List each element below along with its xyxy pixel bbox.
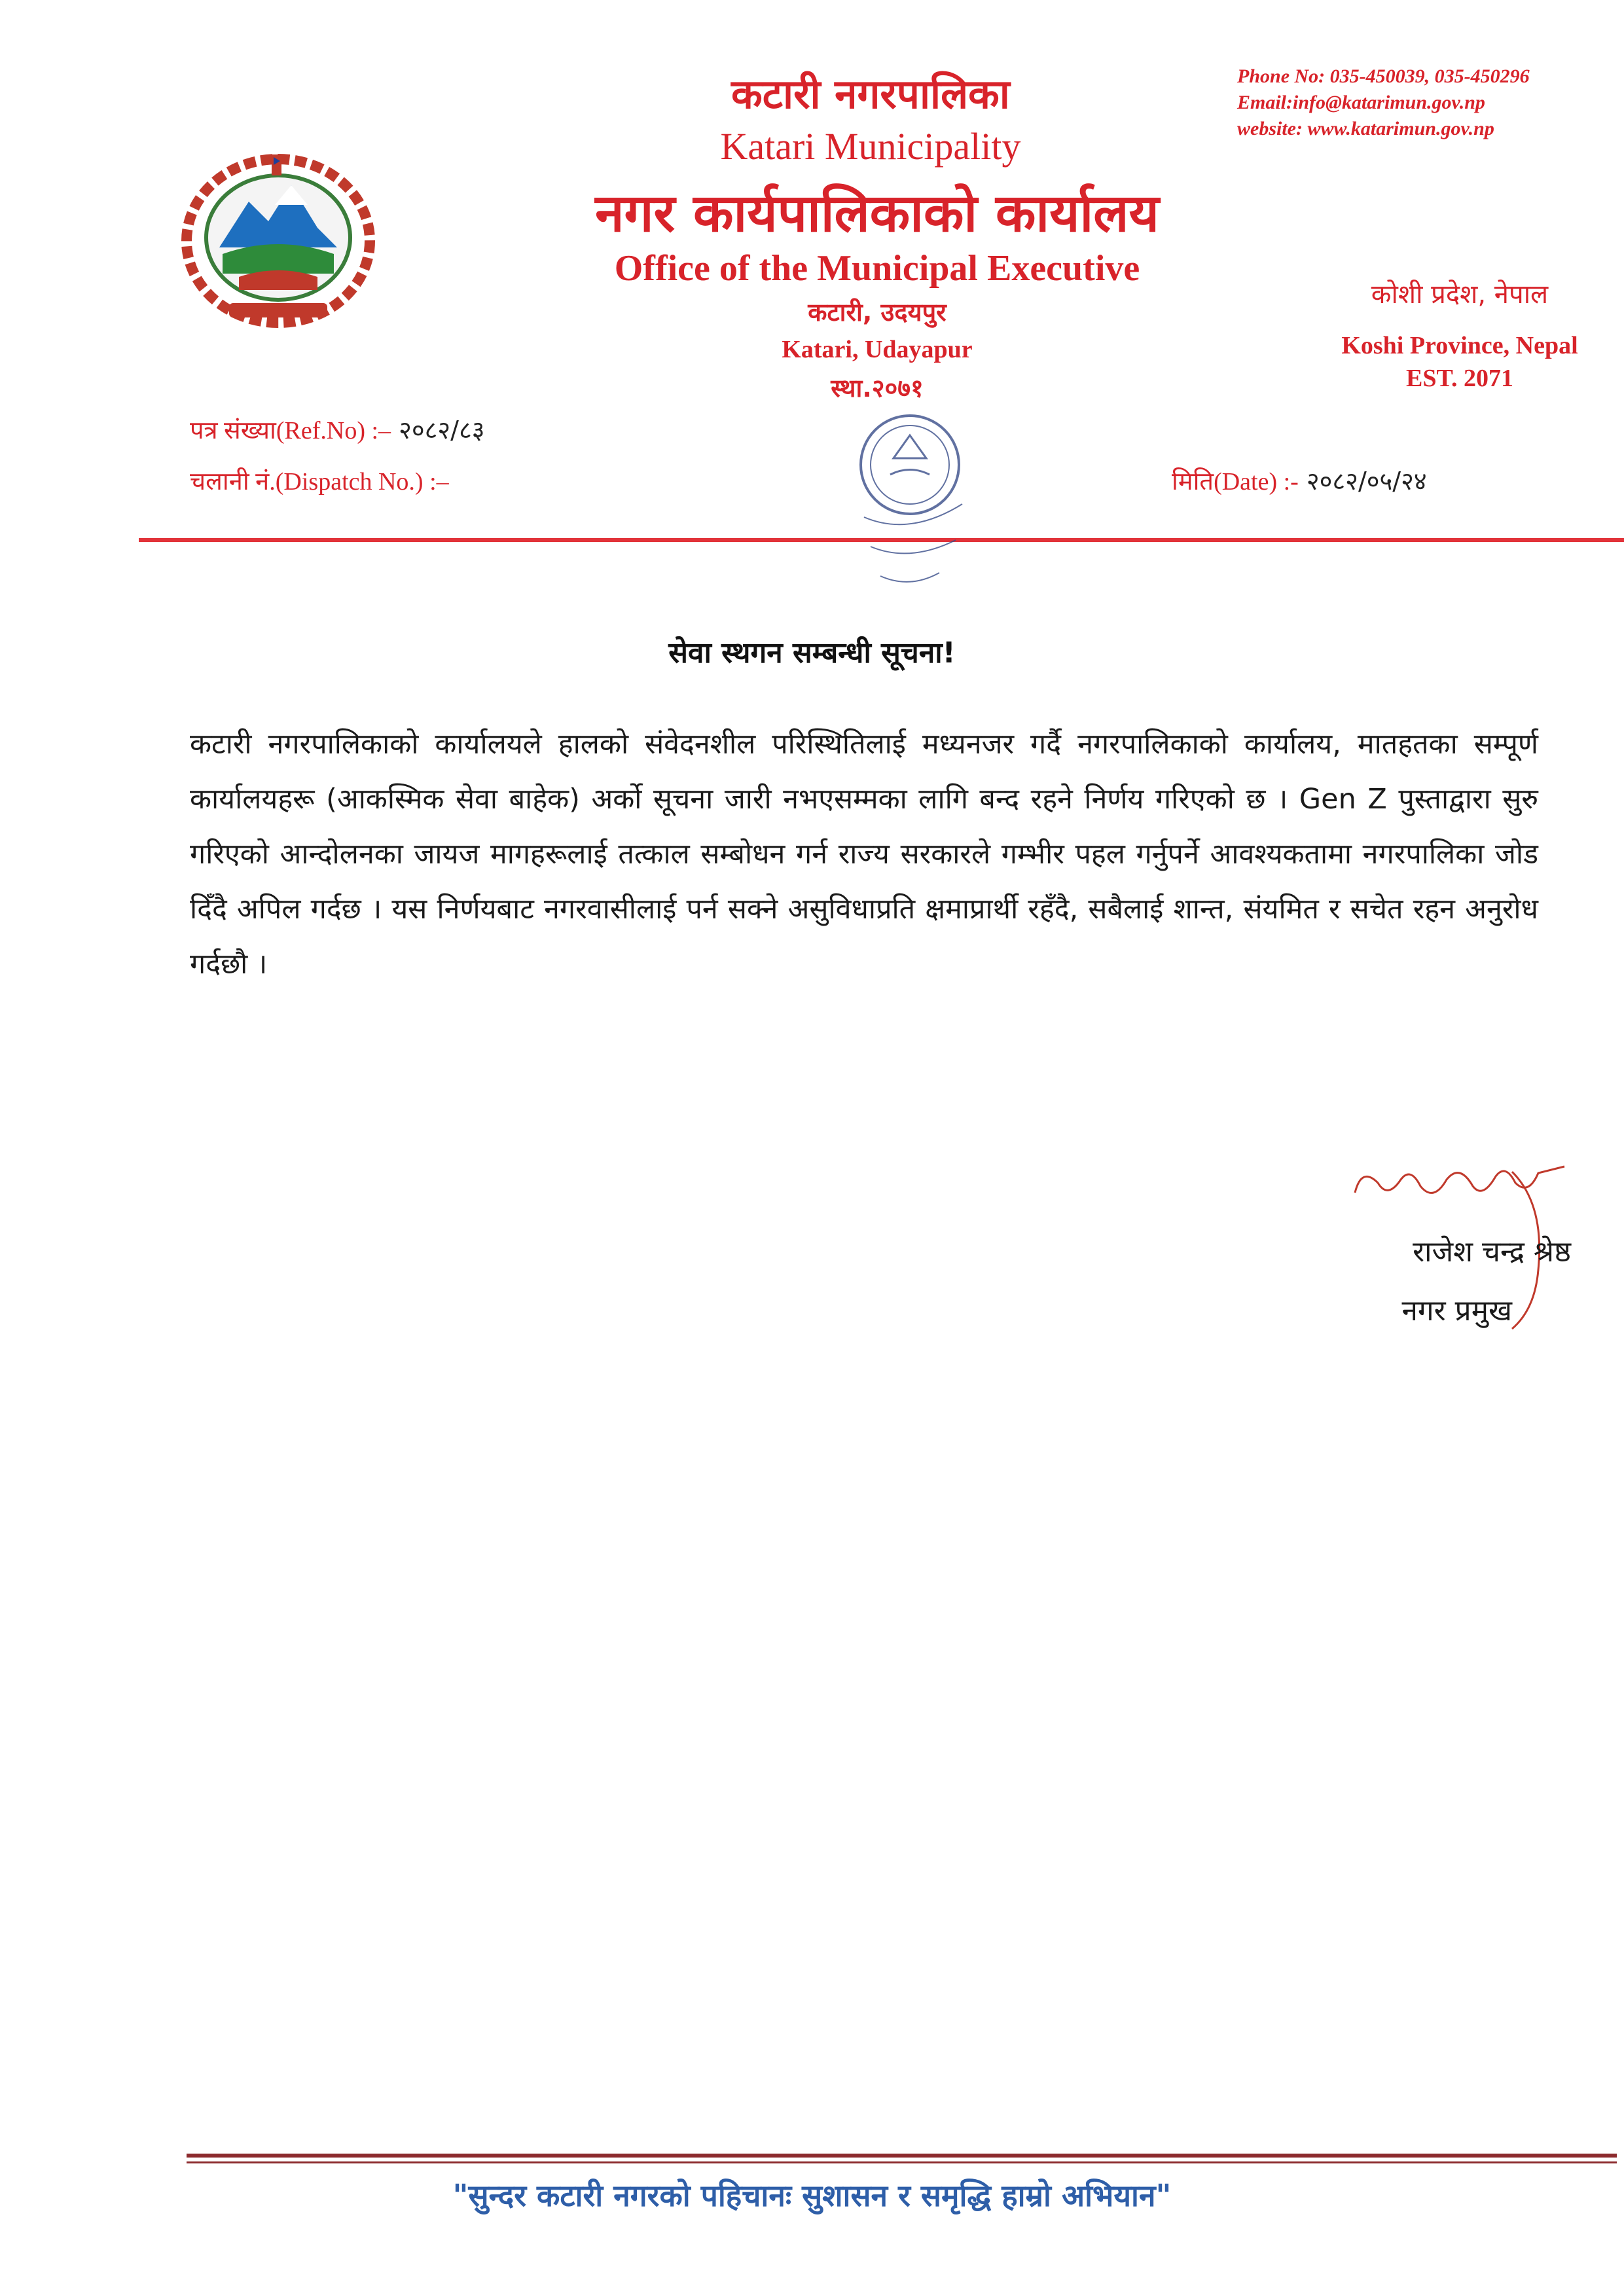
established-nepali: स्था.२०७१ — [831, 374, 924, 403]
nepal-emblem-icon — [177, 149, 380, 333]
date-value: २०८२/०५/२४ — [1298, 467, 1427, 496]
province-english: Koshi Province, Nepal — [1341, 332, 1578, 359]
municipality-name-nepali: कटारी नगरपालिका — [731, 70, 1010, 118]
office-stamp-icon — [772, 367, 1047, 615]
website-url: website: www.katarimun.gov.np — [1237, 118, 1494, 139]
province-nepali: कोशी प्रदेश, नेपाल — [1371, 280, 1549, 310]
reference-value: २०८२/८३ — [391, 416, 485, 444]
address-nepali: कटारी, उदयपुर — [808, 298, 947, 327]
office-name-nepali: नगर कार्यपालिकाको कार्यालय — [595, 183, 1159, 244]
footer-divider — [187, 2154, 1617, 2158]
footer-divider-thin — [187, 2161, 1617, 2163]
email-address: Email:info@katarimun.gov.np — [1237, 92, 1485, 113]
established-english: EST. 2071 — [1405, 365, 1513, 392]
phone-number: Phone No: 035-450039, 035-450296 — [1237, 65, 1530, 87]
dispatch-number — [190, 463, 449, 497]
letter-date — [1172, 463, 1427, 497]
notice-subject: सेवा स्थगन सम्बन्धी सूचना! — [668, 636, 956, 670]
footer-slogan: "सुन्दर कटारी नगरको पहिचानः सुशासन र समृद्धि हाम्रो अभियान" — [452, 2178, 1172, 2213]
signatory-name: राजेश चन्द्र श्रेष्ठ — [1413, 1235, 1571, 1269]
notice-body: कटारी नगरपालिकाको कार्यालयले हालको संवेदनशील परिस्थितिलाई मध्यनजर गर्दै नगरपालिकाको कार्यालय, मातहतका सम्पूर्ण कार्यालयहरू (आकस्मिक सेवा बाहेक) अर्को सूचना जारी नभएसम्मका लागि बन्द रहने निर्णय गरिएको छ । Gen Z पुस्ताद्वारा सुरु गरिएको आन्दोलनका जायज मागहरूलाई तत्काल सम्बोधन गर्न राज्य सरकारले गम्भीर पहल गर्नुपर्ने आवश्यकतामा नगरपालिका जोड दिँदै अपिल गर्दछ । यस निर्णयबाट नगरवासीलाई पर्न सक्ने असुविधाप्रति क्षमाप्रार्थी रहँदै, सबैलाई शान्त, संयमित र सचेत रहन अनुरोध गर्दछौ । — [190, 728, 1538, 981]
signatory-title: नगर प्रमुख — [1401, 1294, 1512, 1328]
dispatch-label: चलानी नं.(Dispatch No.) :– — [190, 468, 449, 496]
date-label: मिति(Date) :- — [1172, 468, 1299, 496]
municipality-name-english: Katari Municipality — [720, 125, 1021, 168]
reference-label: पत्र संख्या(Ref.No) :– — [190, 417, 391, 444]
address-english: Katari, Udayapur — [782, 336, 973, 363]
reference-number — [190, 412, 485, 446]
office-name-english: Office of the Municipal Executive — [614, 248, 1140, 289]
